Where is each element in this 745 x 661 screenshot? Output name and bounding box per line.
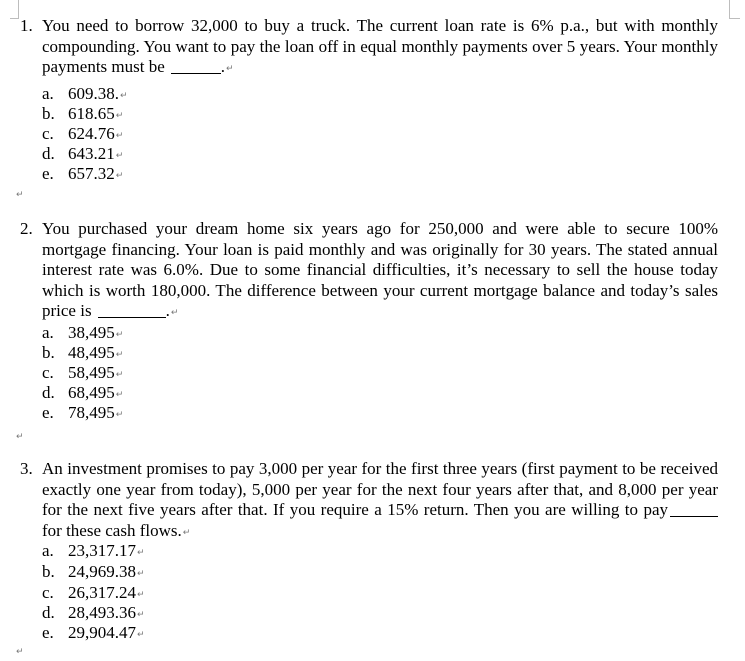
option-e: e. 29,904.47↵ xyxy=(42,623,145,642)
answer-blank xyxy=(171,58,221,74)
question-number: 3. xyxy=(20,459,33,478)
option-c: c. 624.76↵ xyxy=(42,124,124,143)
option-e: e. 78,495↵ xyxy=(42,403,124,422)
option-b: b. 48,495↵ xyxy=(42,343,124,362)
option-d: d. 643.21↵ xyxy=(42,144,124,163)
option-a: a. 609.38.↵ xyxy=(42,84,128,103)
answer-blank xyxy=(670,501,718,517)
option-d: d. 68,495↵ xyxy=(42,383,124,402)
question-text: An investment promises to pay 3,000 per year for the first three years (first payment to be received exactly one year from today), 5,000 per year for the next four years after that, and 8,000 per year for the next five years after that. If you require a 15% return. Then you are willing to pay for these cash flows.↵ xyxy=(42,459,719,540)
option-d: d. 28,493.36↵ xyxy=(42,603,145,622)
option-c: c. 26,317.24↵ xyxy=(42,583,145,602)
paragraph-mark: ↵ xyxy=(16,432,24,442)
paragraph-mark: ↵ xyxy=(16,190,24,200)
option-a: a. 38,495↵ xyxy=(42,323,124,342)
margin-corner-mark xyxy=(729,0,740,19)
margin-corner-mark xyxy=(10,0,19,19)
option-e: e. 657.32↵ xyxy=(42,164,124,183)
paragraph-mark: ↵ xyxy=(16,647,24,657)
question-text: You purchased your dream home six years ago for 250,000 and were able to secure 100% mortgage financing. Your loan is paid monthly and was originally for 30 years. The stated annual interest rate was 6.0%. Due to some financial difficulties, it’s necessary to sell the house today which is worth 180,000. The difference between your current mortgage balance and today’s sales price is .↵ xyxy=(42,219,719,320)
option-b: b. 24,969.38↵ xyxy=(42,562,145,581)
question-text: You need to borrow 32,000 to buy a truck. The current loan rate is 6% p.a., but with monthly compounding. You want to pay the loan off in equal monthly payments over 5 years. Your monthly payments must be .↵ xyxy=(42,16,718,76)
answer-blank xyxy=(98,302,166,318)
option-c: c. 58,495↵ xyxy=(42,363,124,382)
question-number: 2. xyxy=(20,219,33,238)
option-b: b. 618.65↵ xyxy=(42,104,124,123)
option-a: a. 23,317.17↵ xyxy=(42,541,145,560)
question-number: 1. xyxy=(20,16,33,35)
